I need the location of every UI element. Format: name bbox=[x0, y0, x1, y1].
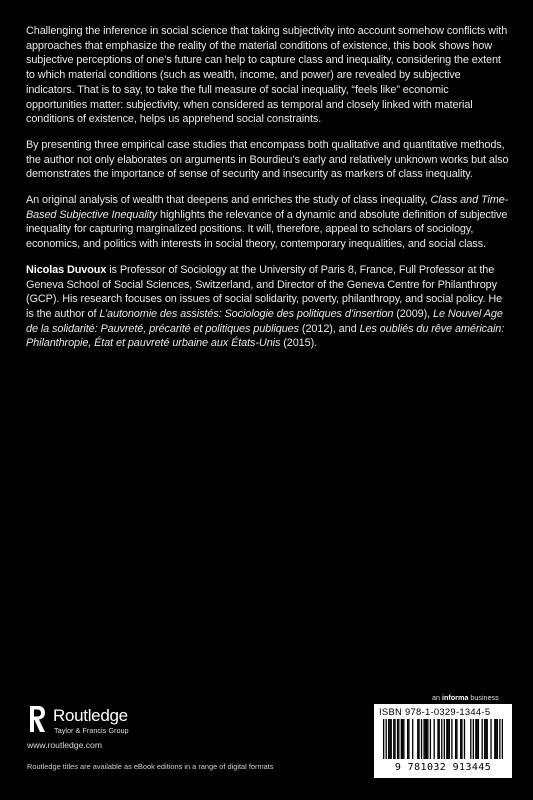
barcode-bar bbox=[421, 719, 422, 759]
barcode-bar bbox=[398, 719, 399, 759]
barcode-bar bbox=[434, 719, 435, 759]
barcode-bar bbox=[497, 719, 498, 759]
publisher-logo bbox=[27, 704, 177, 734]
author-book-3: Les oubliés du rêve américain: Philanthropie, État et pauvreté urbaine aux États-Unis bbox=[26, 322, 505, 350]
barcode-bar bbox=[394, 719, 395, 759]
publisher-url[interactable]: www.routledge.com bbox=[27, 740, 102, 750]
isbn-barcode bbox=[374, 704, 512, 778]
barcode-bar bbox=[460, 719, 461, 759]
barcode-bar bbox=[402, 719, 403, 759]
informa-tagline: an informa business bbox=[432, 693, 499, 702]
barcode-bar bbox=[441, 719, 442, 759]
barcode-bar bbox=[423, 719, 424, 759]
barcode-bar bbox=[487, 719, 488, 759]
blurb-paragraph-1: Challenging the inference in social science that taking subjectivity into account somehow conflicts with approaches that emphasize the reality of the material conditions of existence, this book shows how subjective perceptions of one’s future can help to capture class and inequality, considering the extent to which material conditions (such as wealth, income, and power) are revealed by subjective indicators. That is to say, to take the full measure of social inequality, “feels like” economic opportunities matter: subjectivity, when considered as temporal and closely linked with material conditions of existence, helps us apprehend social constraints. bbox=[26, 25, 508, 126]
blurb-paragraph-3: An original analysis of wealth that deepens and enriches the study of class inequality, Class and Time-Based Subjective Inequality highlights the relevance of a dynamic and absolute definition of subjective inequality for capturing marginalized positions. It will, therefore, appeal to scholars of sociology, economics, and politics with interests in social theory, contemporary inequalities, and social class. bbox=[26, 194, 509, 251]
barcode-bar bbox=[439, 719, 440, 759]
barcode-bar bbox=[408, 719, 409, 759]
barcode-bar bbox=[449, 719, 450, 759]
barcode-bar bbox=[495, 719, 496, 759]
barcode-bar bbox=[461, 719, 462, 759]
barcode-bar bbox=[494, 719, 495, 759]
barcode-bar bbox=[482, 719, 483, 759]
barcode-bar bbox=[412, 719, 413, 759]
barcode-bar bbox=[407, 719, 408, 759]
author-book-1: L’autonomie des assistés: Sociologie des politiques d’insertion bbox=[99, 307, 394, 320]
barcode-bar bbox=[447, 719, 448, 759]
barcode-bar bbox=[451, 719, 452, 759]
publisher-name: Routledge bbox=[53, 706, 128, 725]
barcode-bar bbox=[490, 719, 491, 759]
barcode-bar bbox=[389, 719, 390, 759]
barcode-bars bbox=[383, 719, 503, 763]
barcode-bar bbox=[386, 719, 387, 759]
back-cover-blurb bbox=[26, 24, 512, 362]
barcode-bar bbox=[485, 719, 486, 759]
barcode-bar bbox=[475, 719, 476, 759]
barcode-bar bbox=[464, 719, 465, 759]
barcode-bar bbox=[444, 719, 445, 759]
barcode-bar bbox=[401, 719, 402, 759]
barcode-bar bbox=[393, 719, 394, 759]
barcode-bar bbox=[391, 719, 392, 759]
barcode-bar bbox=[502, 719, 503, 759]
author-book-2: Le Nouvel Age de la solidarité: Pauvreté, précarité et politiques publiques bbox=[26, 307, 503, 335]
barcode-bar bbox=[499, 719, 500, 759]
isbn-label: ISBN 978-1-0329-1344-5 bbox=[379, 706, 491, 717]
barcode-bar bbox=[383, 719, 384, 759]
barcode-bar bbox=[437, 719, 438, 759]
author-name: Nicolas Duvoux bbox=[26, 263, 107, 276]
book-title: Class and Time-Based Subjective Inequality bbox=[26, 194, 509, 221]
barcode-bar bbox=[430, 719, 431, 759]
barcode-bar bbox=[397, 719, 398, 759]
barcode-bar bbox=[473, 719, 474, 759]
barcode-bar bbox=[427, 719, 428, 759]
barcode-bar bbox=[388, 719, 389, 759]
author-bio: Nicolas Duvoux is Professor of Sociology at the University of Paris 8, France, Full Professor at the Geneva School of Social Sciences, Switzerland, and Director of the Geneva Centre for Philanthropy (GCP). His research focuses on issues of social solidarity, poverty, philanthropy, and social policy. He is the author of L’autonomie des assistés: Sociologie des politiques d’insertion (2009), Le Nouvel Age de la solidarité: Pauvreté, précarité et politiques publiques (2012), and Les oubliés du rêve américain: Philanthropie, État et pauvreté urbaine aux États-Unis (2015). bbox=[26, 263, 505, 350]
ebook-note: Routledge titles are available as eBook editions in a range of digital formats bbox=[27, 762, 274, 771]
barcode-bar bbox=[425, 719, 426, 759]
barcode-bar bbox=[476, 719, 477, 759]
blurb-paragraph-2: By presenting three empirical case studies that encompass both qualitative and quantitative methods, the author not only elaborates on arguments in Bourdieu’s early and relatively unknown works but also demonstrates the importance of sense of security and insecurity as markers of class inequality. bbox=[26, 138, 509, 181]
barcode-number: 9 781032 913445 bbox=[394, 762, 492, 773]
barcode-bar bbox=[417, 719, 418, 759]
barcode-bar bbox=[446, 719, 447, 759]
publisher-group: Taylor & Francis Group bbox=[54, 726, 129, 735]
barcode-bar bbox=[484, 719, 485, 759]
barcode-bar bbox=[403, 719, 404, 759]
routledge-r-logo-icon bbox=[27, 705, 47, 733]
barcode-bar bbox=[470, 719, 471, 759]
barcode-bar bbox=[455, 719, 456, 759]
barcode-bar bbox=[418, 719, 419, 759]
barcode-bar bbox=[426, 719, 427, 759]
barcode-bar bbox=[456, 719, 457, 759]
barcode-bar bbox=[478, 719, 479, 759]
